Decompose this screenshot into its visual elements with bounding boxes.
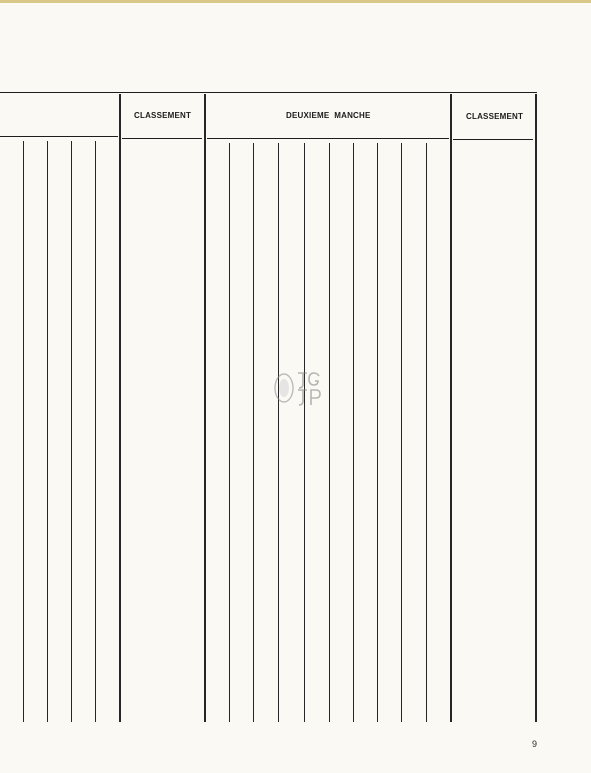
divider-before-classement-2 xyxy=(450,94,452,722)
left-subcolumn-rule-2 xyxy=(47,141,48,722)
header-classement-second: CLASSEMENT xyxy=(466,112,524,121)
watermark-stamp-icon xyxy=(270,367,324,409)
header-bottom-rule-left xyxy=(0,136,118,137)
header-deuxieme-manche: DEUXIEME MANCHE xyxy=(286,111,371,120)
manche-subcolumn-rule-6 xyxy=(353,143,354,722)
divider-right-edge xyxy=(535,94,537,722)
left-subcolumn-rule-4 xyxy=(95,141,96,722)
manche-subcolumn-rule-8 xyxy=(401,143,402,722)
header-bottom-rule-deuxieme-manche xyxy=(207,138,449,139)
header-classement-first: CLASSEMENT xyxy=(134,111,192,120)
manche-subcolumn-rule-7 xyxy=(377,143,378,722)
table-top-rule xyxy=(0,92,537,93)
manche-subcolumn-rule-5 xyxy=(329,143,330,722)
header-bottom-rule-classement-1 xyxy=(122,138,202,139)
manche-subcolumn-rule-3 xyxy=(278,143,279,722)
manche-subcolumn-rule-2 xyxy=(253,143,254,722)
manche-subcolumn-rule-1 xyxy=(229,143,230,722)
divider-before-classement-1 xyxy=(119,94,121,722)
page-number: 9 xyxy=(532,739,538,749)
divider-before-deuxieme-manche xyxy=(204,94,206,722)
left-subcolumn-rule-1 xyxy=(23,141,24,722)
header-bottom-rule-classement-2 xyxy=(453,139,533,140)
left-subcolumn-rule-3 xyxy=(71,141,72,722)
manche-subcolumn-rule-4 xyxy=(304,143,305,722)
manche-subcolumn-rule-9 xyxy=(426,143,427,722)
